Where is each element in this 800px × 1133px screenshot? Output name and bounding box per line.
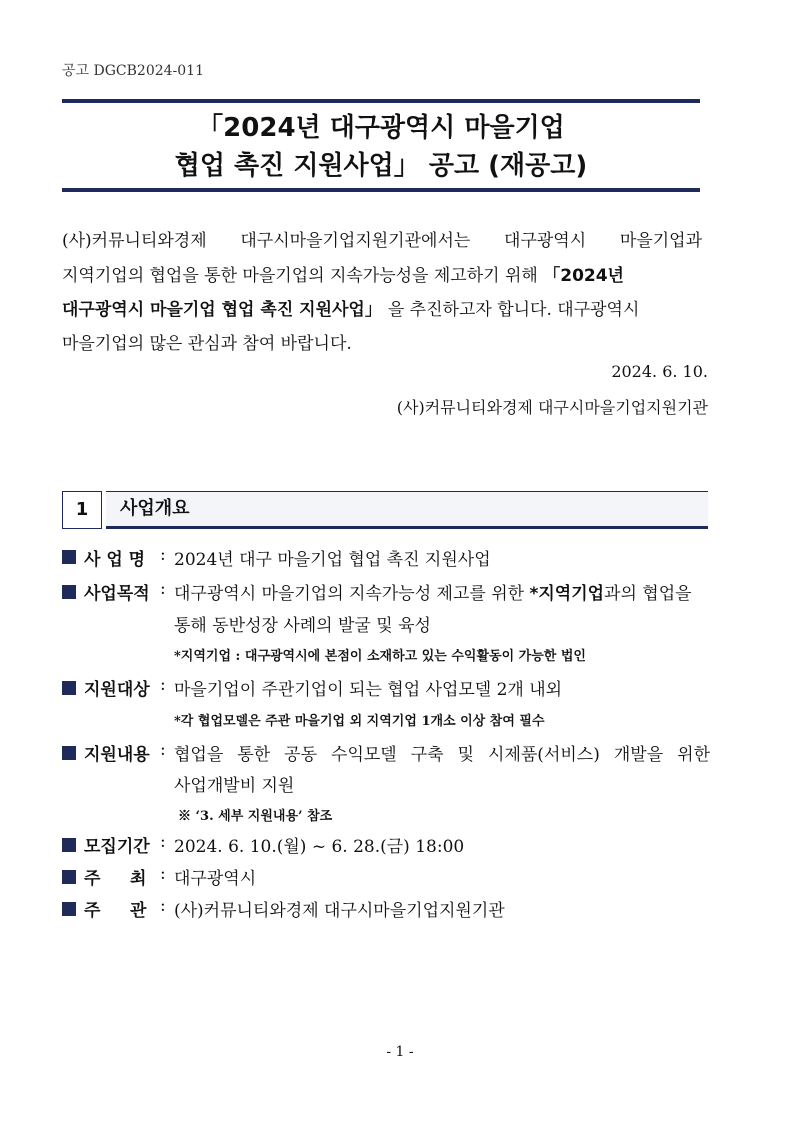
target-label: 지원대상 (84, 680, 150, 700)
target-note: *각 협업모델은 주관 마을기업 외 지역기업 1개소 이상 참여 필수 (174, 714, 545, 729)
colon: : (160, 832, 166, 852)
colon: : (160, 579, 166, 599)
period-value: 2024. 6. 10.(월) ~ 6. 28.(금) 18:00 (174, 837, 465, 857)
notice-number: 공고 DGCB2024-011 (62, 63, 204, 79)
bullet-square-icon (62, 550, 76, 564)
intro-line-3-emphasis: 대구광역시 마을기업 협업 촉진 지원사업」 (62, 300, 382, 320)
colon: : (160, 675, 166, 695)
project-name-value: 2024년 대구 마을기업 협업 촉진 지원사업 (174, 550, 491, 570)
section-header (62, 491, 708, 529)
intro-line-2-text: 지역기업의 협업을 통한 마을기업의 지속가능성을 제고하기 위해 (62, 266, 544, 286)
page-number: - 1 - (386, 1044, 414, 1060)
intro-line-2 (62, 261, 624, 286)
content-label: 지원내용 (84, 745, 150, 765)
purpose-label: 사업목적 (84, 584, 150, 604)
purpose-text-a: 대구광역시 마을기업의 지속가능성 제고를 위한 (174, 584, 530, 604)
content-value-line1: 협업을 통한 공동 수익모델 구축 및 시제품(서비스) 개발을 위한 (174, 745, 710, 765)
intro-line-1: (사)커뮤니티와경제 대구시마을기업지원기관에서는 대구광역시 마을기업과 (62, 231, 702, 251)
bullet-square-icon (62, 870, 76, 884)
bullet-square-icon (62, 585, 76, 599)
page-title-line2: 협업 촉진 지원사업」 공고 (재공고) (174, 151, 588, 181)
period-label: 모집기간 (84, 837, 150, 857)
intro-line-4: 마을기업의 많은 관심과 참여 바랍니다. (62, 334, 352, 354)
notice-date: 2024. 6. 10. (611, 362, 708, 381)
title-rule-top (62, 99, 700, 103)
target-value: 마을기업이 주관기업이 되는 협업 사업모델 2개 내외 (174, 680, 563, 700)
bullet-square-icon (62, 838, 76, 852)
content-value-line2: 사업개발비 지원 (174, 776, 295, 796)
bullet-square-icon (62, 681, 76, 695)
title-rule-bottom (62, 188, 700, 192)
intro-line-3 (62, 295, 639, 320)
purpose-note: *지역기업 : 대구광역시에 본점이 소재하고 있는 수익활동이 가능한 법인 (174, 649, 586, 664)
intro-line-3-text: 을 추진하고자 합니다. 대구광역시 (387, 300, 640, 320)
colon: : (160, 896, 166, 916)
intro-line-2-emphasis: 「2024년 (543, 266, 624, 286)
colon: : (160, 545, 166, 565)
content-note: ※ ‘3. 세부 지원내용’ 참조 (178, 809, 333, 824)
bullet-square-icon (62, 902, 76, 916)
section-number: 1 (62, 491, 102, 529)
host-label: 주 최 (84, 869, 147, 889)
project-name-label: 사 업 명 (84, 550, 146, 570)
host-value: 대구광역시 (174, 869, 257, 889)
purpose-value-line2: 통해 동반성장 사례의 발굴 및 육성 (174, 616, 431, 636)
purpose-emphasis: *지역기업 (529, 584, 605, 604)
issuing-organization: (사)커뮤니티와경제 대구시마을기업지원기관 (396, 398, 708, 417)
organizer-label: 주 관 (84, 901, 147, 921)
purpose-value-line1 (174, 579, 692, 604)
page-title-line1: 「2024년 대구광역시 마을기업 (197, 113, 565, 143)
section-title: 사업개요 (106, 491, 708, 529)
purpose-text-b: 과의 협업을 (604, 584, 692, 604)
colon: : (160, 864, 166, 884)
organizer-value: (사)커뮤니티와경제 대구시마을기업지원기관 (174, 901, 505, 921)
colon: : (160, 740, 166, 760)
bullet-square-icon (62, 746, 76, 760)
